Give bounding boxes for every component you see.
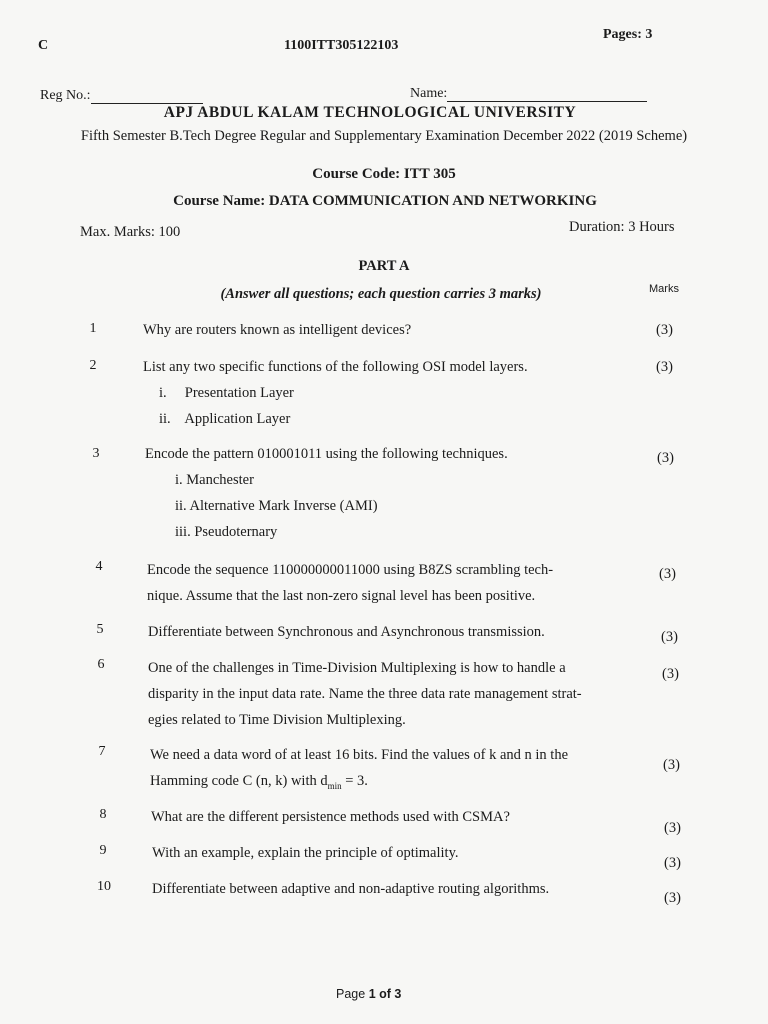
page-count: Pages: 3 bbox=[603, 27, 653, 42]
course-code: Course Code: ITT 305 bbox=[312, 166, 456, 182]
question-marks: (3) bbox=[662, 666, 679, 682]
question-number: 3 bbox=[92, 446, 100, 461]
paper-code: 1100ITT305122103 bbox=[284, 38, 399, 53]
question-marks: (3) bbox=[659, 566, 676, 582]
exam-title: Fifth Semester B.Tech Degree Regular and Supplementary Examination December 2022 (2019 Scheme) bbox=[80, 128, 688, 144]
question-marks: (3) bbox=[656, 322, 673, 338]
question-text: Differentiate between adaptive and non-adaptive routing algorithms. bbox=[152, 881, 550, 897]
name-field bbox=[410, 86, 647, 102]
question-number: 10 bbox=[97, 879, 111, 894]
question-text: What are the different persistence methods used with CSMA? bbox=[151, 809, 510, 825]
question-text: Differentiate between Synchronous and Asynchronous transmission. bbox=[148, 624, 545, 640]
question-text: One of the challenges in Time-Division Multiplexing is how to handle a disparity in the input data rate. Name the three data rate management strat- egies related to Time Division Multiplexing. bbox=[148, 660, 582, 728]
question-marks: (3) bbox=[656, 359, 673, 375]
question-number: 6 bbox=[97, 657, 105, 672]
question-number: 4 bbox=[95, 559, 103, 574]
max-marks: Max. Marks: 100 bbox=[80, 224, 181, 240]
question-text: We need a data word of at least 16 bits. Find the values of k and n in the Hamming code C (n, k) with $d_{min} = 3$. bbox=[150, 747, 569, 791]
duration: Duration: 3 Hours bbox=[569, 219, 675, 235]
question-number: 1 bbox=[89, 321, 97, 336]
reg-no-label: Reg No.: bbox=[40, 88, 91, 103]
question-number: 9 bbox=[99, 843, 107, 858]
reg-no-field bbox=[40, 88, 203, 104]
question-text: Why are routers known as intelligent devices? bbox=[143, 322, 412, 338]
question-marks: (3) bbox=[664, 820, 681, 836]
question-number: 5 bbox=[96, 622, 104, 637]
set-label: C bbox=[38, 38, 49, 53]
question-number: 2 bbox=[89, 358, 97, 373]
instruction: (Answer all questions; each question carries 3 marks) bbox=[220, 286, 542, 302]
question-marks: (3) bbox=[661, 629, 678, 645]
question-number: 7 bbox=[98, 744, 106, 759]
marks-column-header: Marks bbox=[649, 283, 679, 295]
question-marks: (3) bbox=[664, 890, 681, 906]
name-label: Name: bbox=[410, 86, 448, 101]
question-text: Encode the pattern 010001011 using the following techniques. i. Manchester ii. Alternative Mark Inverse (AMI) iii. Pseudoternary bbox=[145, 446, 508, 540]
question-marks: (3) bbox=[657, 450, 674, 466]
question-text: With an example, explain the principle of optimality. bbox=[152, 845, 459, 861]
question-number: 8 bbox=[99, 807, 107, 822]
page-footer: Page 1 of 3 bbox=[336, 987, 402, 1001]
question-text: Encode the sequence 110000000011000 using B8ZS scrambling tech- nique. Assume that the last non-zero signal level has been positive. bbox=[147, 562, 554, 604]
question-text: List any two specific functions of the following OSI model layers. i. Presentation Layer ii. Application Layer bbox=[143, 359, 528, 427]
question-marks: (3) bbox=[663, 757, 680, 773]
university-name: APJ ABDUL KALAM TECHNOLOGICAL UNIVERSITY bbox=[163, 104, 577, 121]
course-name: Course Name: DATA COMMUNICATION AND NETWORKING bbox=[173, 193, 597, 209]
question-marks: (3) bbox=[664, 855, 681, 871]
part-heading: PART A bbox=[358, 258, 410, 274]
